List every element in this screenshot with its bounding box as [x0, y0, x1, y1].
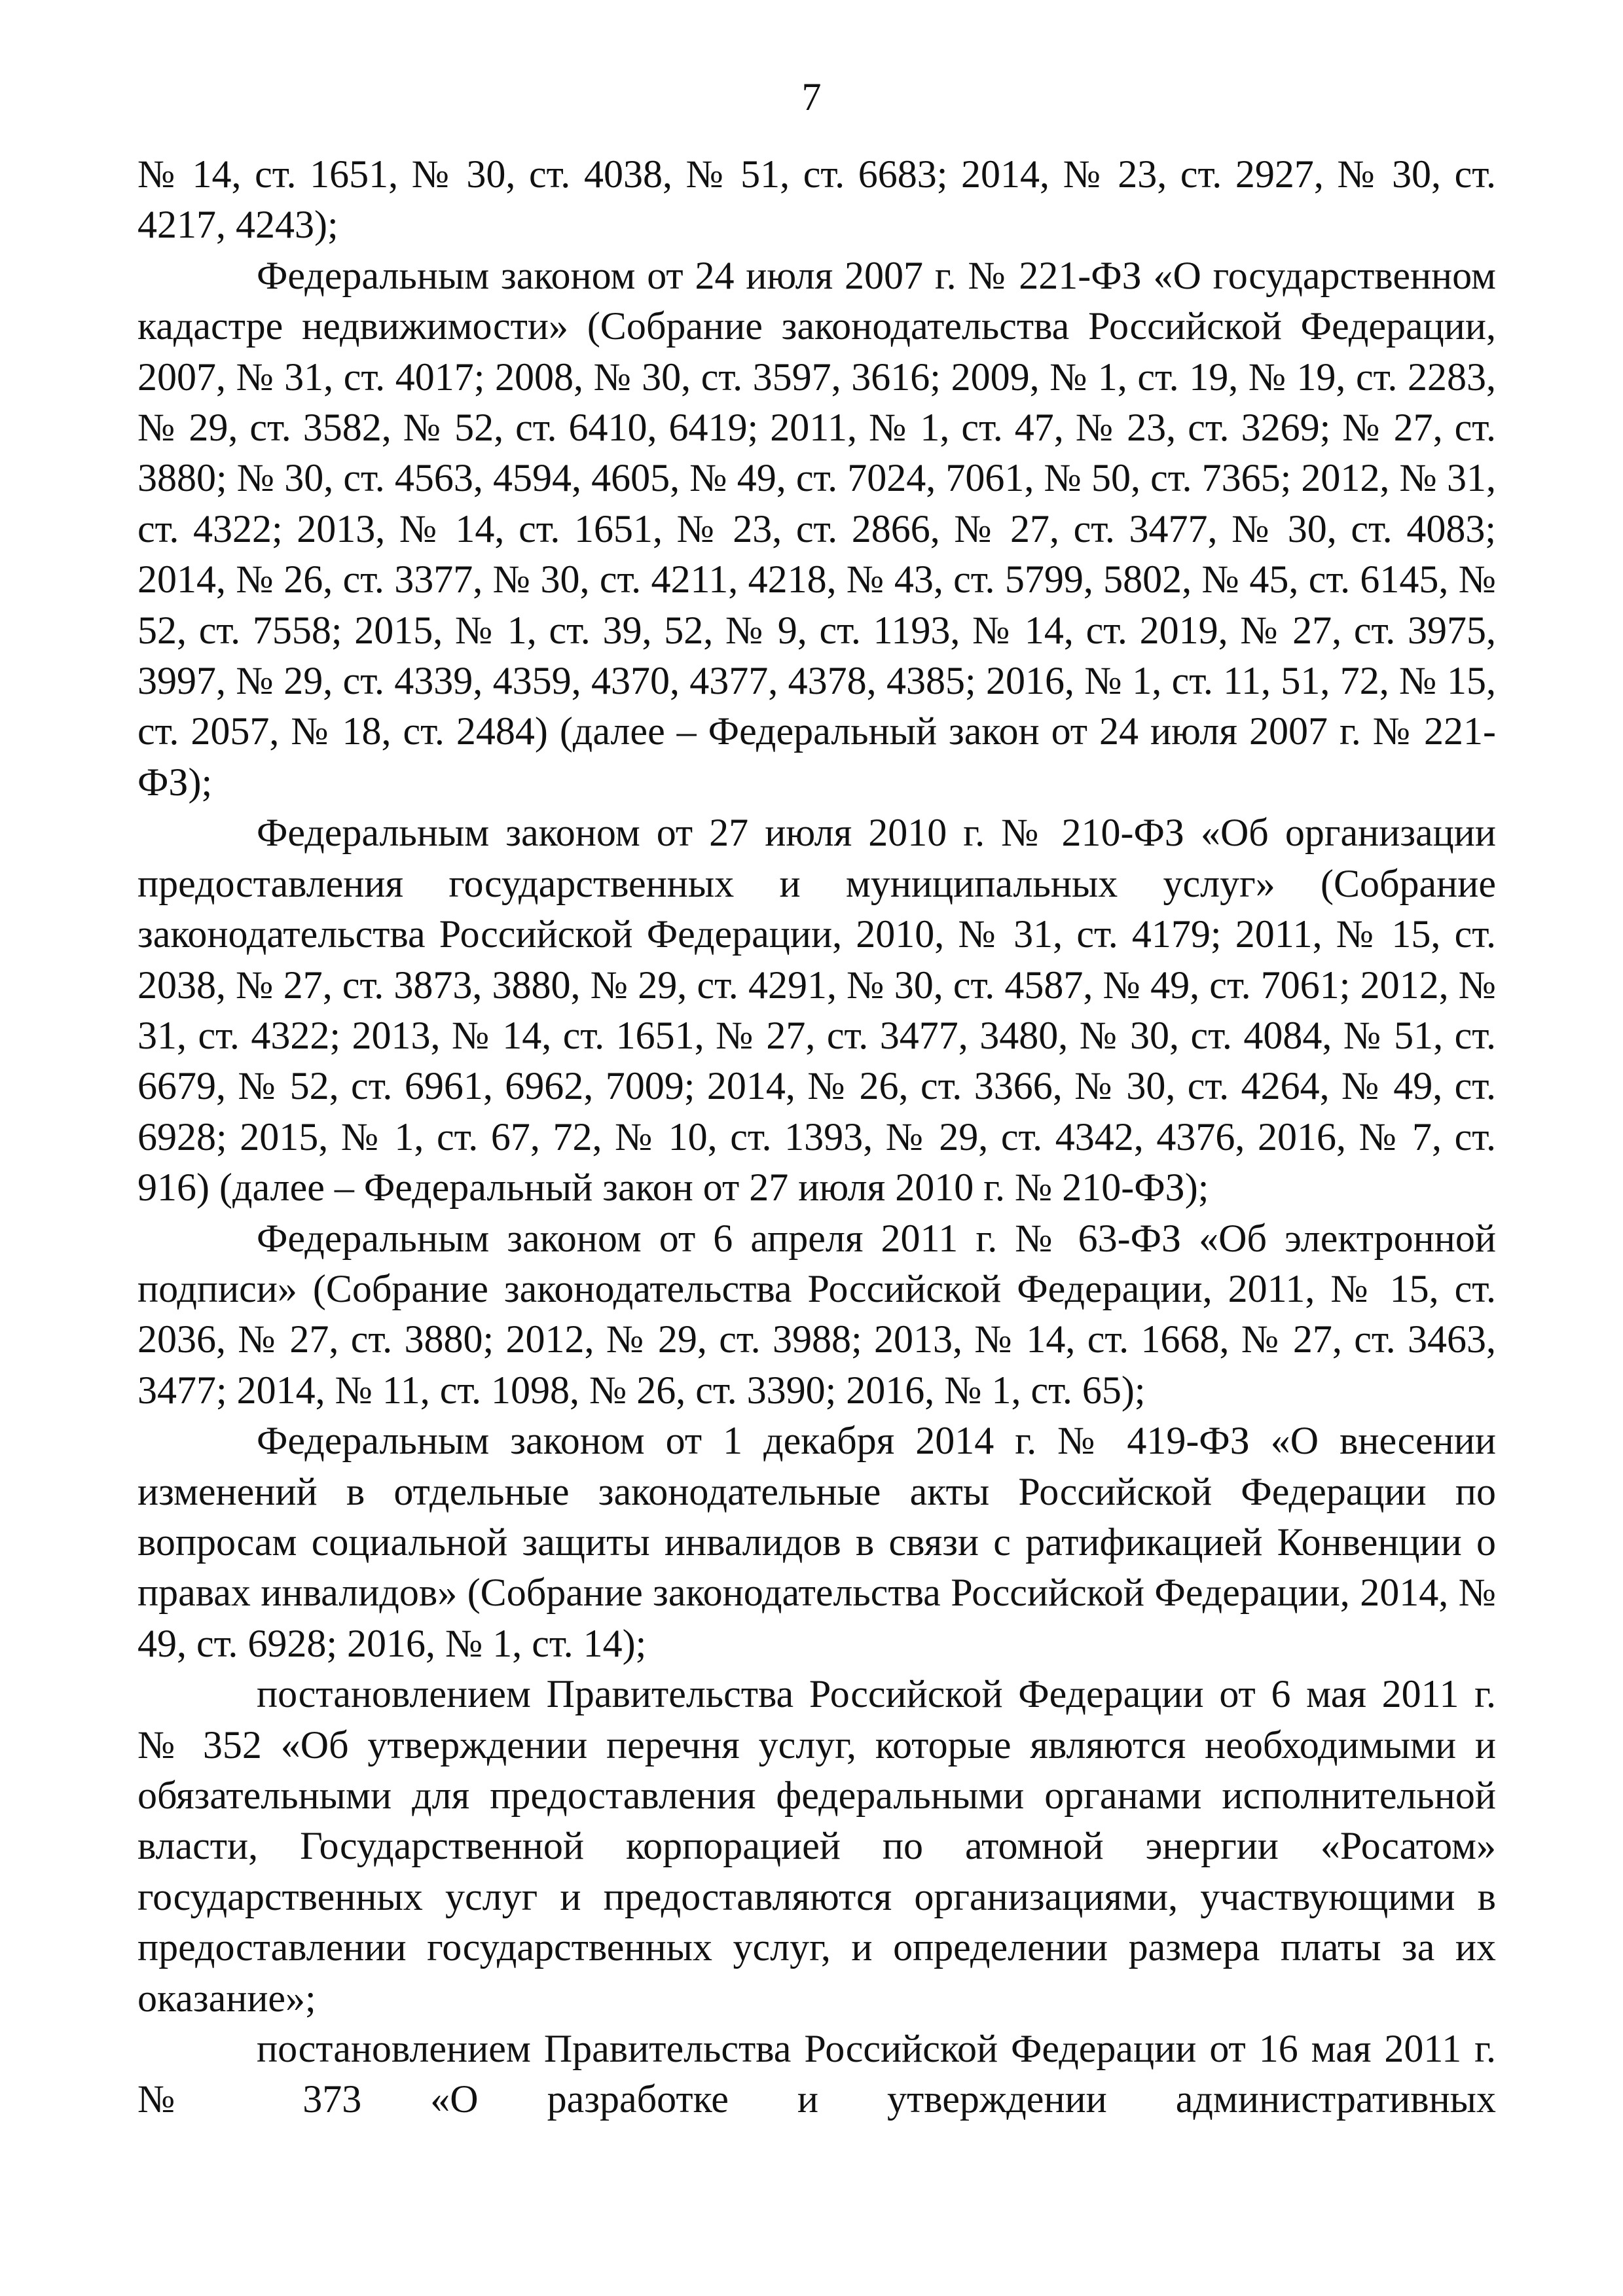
paragraph-1: № 14, ст. 1651, № 30, ст. 4038, № 51, ст. 6683; 2014, № 23, ст. 2927, № 30, ст. 4217, 4243); [137, 152, 1496, 247]
paragraph-2: Федеральным законом от 24 июля 2007 г. № 221-ФЗ «О государственном кадастре недвижимости» (Собрание законодательства Российской Федерации, 2007, № 31, ст. 4017; 2008, № 30, ст. 3597, 3616; 2009, № 1, ст. 19, № 19, ст. 2283, № 29, ст. 3582, № 52, ст. 6410, 6419; 2011, № 1, ст. 47, № 23, ст. 3269; № 27, ст. 3880; № 30, ст. 4563, 4594, 4605, № 49, ст. 7024, 7061, № 50, ст. 7365; 2012, № 31, ст. 4322; 2013, № 14, ст. 1651, № 23, ст. 2866, № 27, ст. 3477, № 30, ст. 4083; 2014, № 26, ст. 3377, № 30, ст. 4211, 4218, № 43, ст. 5799, 5802, № 45, ст. 6145, № 52, ст. 7558; 2015, № 1, ст. 39, 52, № 9, ст. 1193, № 14, ст. 2019, № 27, ст. 3975, 3997, № 29, ст. 4339, 4359, 4370, 4377, 4378, 4385; 2016, № 1, ст. 11, 51, 72, № 15, ст. 2057, № 18, ст. 2484) (далее – Федеральный закон от 24 июля 2007 г. № 221-ФЗ); [137, 253, 1496, 804]
paragraph-5: Федеральным законом от 1 декабря 2014 г. № 419-ФЗ «О внесении изменений в отдельные законодательные акты Российской Федерации по вопросам социальной защиты инвалидов в связи с ратификацией Конвенции о правах инвалидов» (Собрание законодательства Российской Федерации, 2014, № 49, ст. 6928; 2016, № 1, ст. 14); [137, 1419, 1496, 1665]
paragraph-7: постановлением Правительства Российской Федерации от 16 мая 2011 г. № 373 «О разработке и утверждении административных [137, 2027, 1496, 2121]
document-body [137, 149, 1496, 2125]
paragraph-6: постановлением Правительства Российской Федерации от 6 мая 2011 г. № 352 «Об утверждении перечня услуг, которые являются необходимыми и обязательными для предоставления федеральными органами исполнительной власти, Государственной корпорацией по атомной энергии «Росатом» государственных услуг и предоставляются организациями, участвующими в предоставлении государственных услуг, и определении размера платы за их оказание»; [137, 1672, 1496, 2020]
paragraph-3: Федеральным законом от 27 июля 2010 г. № 210-ФЗ «Об организации предоставления государственных и муниципальных услуг» (Собрание законодательства Российской Федерации, 2010, № 31, ст. 4179; 2011, № 15, ст. 2038, № 27, ст. 3873, 3880, № 29, ст. 4291, № 30, ст. 4587, № 49, ст. 7061; 2012, № 31, ст. 4322; 2013, № 14, ст. 1651, № 27, ст. 3477, 3480, № 30, ст. 4084, № 51, ст. 6679, № 52, ст. 6961, 6962, 7009; 2014, № 26, ст. 3366, № 30, ст. 4264, № 49, ст. 6928; 2015, № 1, ст. 67, 72, № 10, ст. 1393, № 29, ст. 4342, 4376, 2016, № 7, ст. 916) (далее – Федеральный закон от 27 июля 2010 г. № 210-ФЗ); [137, 811, 1496, 1210]
paragraph-4: Федеральным законом от 6 апреля 2011 г. № 63-ФЗ «Об электронной подписи» (Собрание законодательства Российской Федерации, 2011, № 15, ст. 2036, № 27, ст. 3880; 2012, № 29, ст. 3988; 2013, № 14, ст. 1668, № 27, ст. 3463, 3477; 2014, № 11, ст. 1098, № 26, ст. 3390; 2016, № 1, ст. 65); [137, 1216, 1496, 1412]
page-number: 7 [801, 75, 822, 118]
